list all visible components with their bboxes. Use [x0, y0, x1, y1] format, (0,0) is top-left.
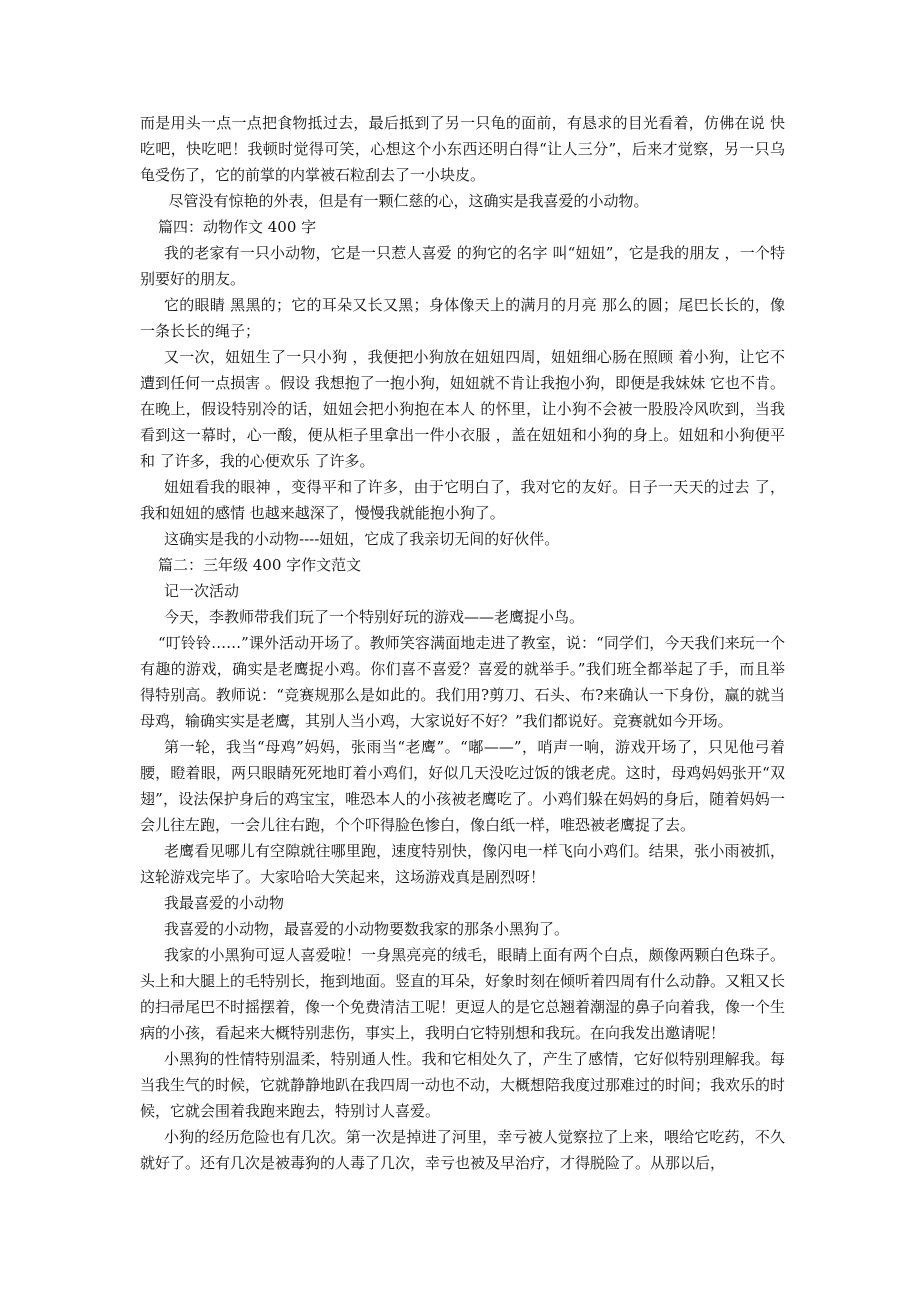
paragraph-game-rules: “叮铃铃……”课外活动开场了。教师笑容满面地走进了教室，说：“同学们，今天我们来玩一个有趣的游戏，确实是老鹰捉小鸡。你们喜不喜爱？喜爱的就举手。”我们班全都举起了手，而且举得特别高。教师说：“竞赛规那么是如此的。我们用?剪刀、石头、布?来确认一下身份，赢的就当母鸡，输确实实是老鹰，其别人当小鸡，大家说好不好？”我们都说好。竞赛就如今开场。	[140, 634, 785, 730]
paragraph-game-intro: 今天，李教师带我们玩了一个特别好玩的游戏——老鹰捉小鸟。	[164, 608, 585, 626]
essay-title-activity: 记一次活动	[164, 582, 240, 600]
section-heading-two: 篇二：三年级 400 字作文范文	[158, 556, 362, 574]
paragraph-niuniu-eyes: 妞妞看我的眼神 ，变得平和了许多，由于它明白了，我对它的友好。日子一天天的过去 了，我和妞妞的感情 也越来越深了，慢慢我就能抱小狗了。	[140, 478, 785, 522]
paragraph-game-end: 老鹰看见哪儿有空隙就往哪里跑，速度特别快，像闪电一样飞向小鸡们。结果，张小雨被抓，这轮游戏完毕了。大家哈哈大笑起来，这场游戏真是剧烈呀！	[140, 842, 785, 886]
paragraph-game-round-one: 第一轮，我当“母鸡”妈妈，张雨当“老鹰”。“嘟——”，哨声一响，游戏开场了，只见他弓着腰，瞪着眼，两只眼睛死死地盯着小鸡们，好似几天没吃过饭的饿老虎。这时，母鸡妈妈张开“双翅”，设法保护身后的鸡宝宝，唯恐本人的小孩被老鹰吃了。小鸡们躲在妈妈的身后，随着妈妈一会儿往左跑，一会儿往右跑，个个吓得脸色惨白，像白纸一样，唯恐被老鹰捉了去。	[140, 738, 785, 834]
paragraph-niuniu-puppy: 又一次，妞妞生了一只小狗 ，我便把小狗放在妞妞四周，妞妞细心肠在照顾 着小狗，让它不遭到任何一点损害 。假设 我想抱了一抱小狗，妞妞就不肯让我抱小狗，即便是我妹妹 它也不肯。在晚上，假设特别冷的话，妞妞会把小狗抱在本人 的怀里，让小狗不会被一股股冷风吹到，当我看到这一幕时，心一酸，便从柜子里拿出一件小衣服 ，盖在妞妞和小狗的身上。妞妞和小狗便平和 了许多，我的心便欢乐 了许多。	[140, 348, 785, 470]
paragraph-black-dog-looks: 我家的小黑狗可逗人喜爱啦！一身黑亮亮的绒毛，眼睛上面有两个白点，颇像两颗白色珠子。头上和大腿上的毛特别长，拖到地面。竖直的耳朵，好象时刻在倾听着四周有什么动静。又粗又长的扫帚尾巴不时摇摆着，像一个免费清洁工呢！更逗人的是它总翘着潮湿的鼻子向着我，像一个生病的小孩，看起来大概特别悲伤，事实上，我明白它特别想和我玩。在向我发出邀请呢！	[140, 946, 786, 1042]
paragraph-black-dog-temper: 小黑狗的性情特别温柔，特别通人性。我和它相处久了，产生了感情，它好似特别理解我。每当我生气的时候，它就静静地趴在我四周一动也不动，大概想陪我度过那难过的时间；我欢乐的时候，它就会围着我跑来跑去，特别讨人喜爱。	[140, 1050, 786, 1120]
paragraph-black-dog-intro: 我喜爱的小动物，最喜爱的小动物要数我家的那条小黑狗了。	[164, 920, 570, 938]
paragraph-turtle-end: 而是用头一点一点把食物抵过去，最后抵到了另一只龟的面前，有恳求的目光看着，仿佛在说 快吃吧，快吃吧！我顿时觉得可笑，心想这个小东西还明白得“让人三分”，后来才觉察，另一只乌龟受伤了，它的前掌的内掌被石粒刮去了一小块皮。	[140, 114, 785, 184]
paragraph-niuniu-conclusion: 这确实是我的小动物----妞妞，它成了我亲切无间的好伙伴。	[164, 530, 560, 548]
paragraph-niuniu-looks: 它的眼睛 黑黑的；它的耳朵又长又黑；身体像天上的满月的月亮 那么的圆；尾巴长长的，像一条长长的绳子；	[140, 296, 785, 340]
section-heading-four: 篇四：动物作文 400 字	[158, 218, 317, 236]
essay-title-favorite-animal: 我最喜爱的小动物	[164, 894, 285, 912]
paragraph-niuniu-intro: 我的老家有一只小动物，它是一只惹人喜爱 的狗它的名字 叫“妞妞”，它是我的朋友 ，一个特别要好的朋友。	[140, 244, 785, 288]
paragraph-black-dog-danger: 小狗的经历危险也有几次。第一次是掉进了河里，幸亏被人觉察拉了上来，喂给它吃药，不久就好了。还有几次是被毒狗的人毒了几次，幸亏也被及早治疗，才得脱险了。从那以后，	[140, 1128, 785, 1172]
paragraph-turtle-conclusion: 尽管没有惊艳的外表，但是有一颗仁慈的心，这确实是我喜爱的小动物。	[168, 192, 649, 210]
document-page	[140, 110, 785, 1176]
